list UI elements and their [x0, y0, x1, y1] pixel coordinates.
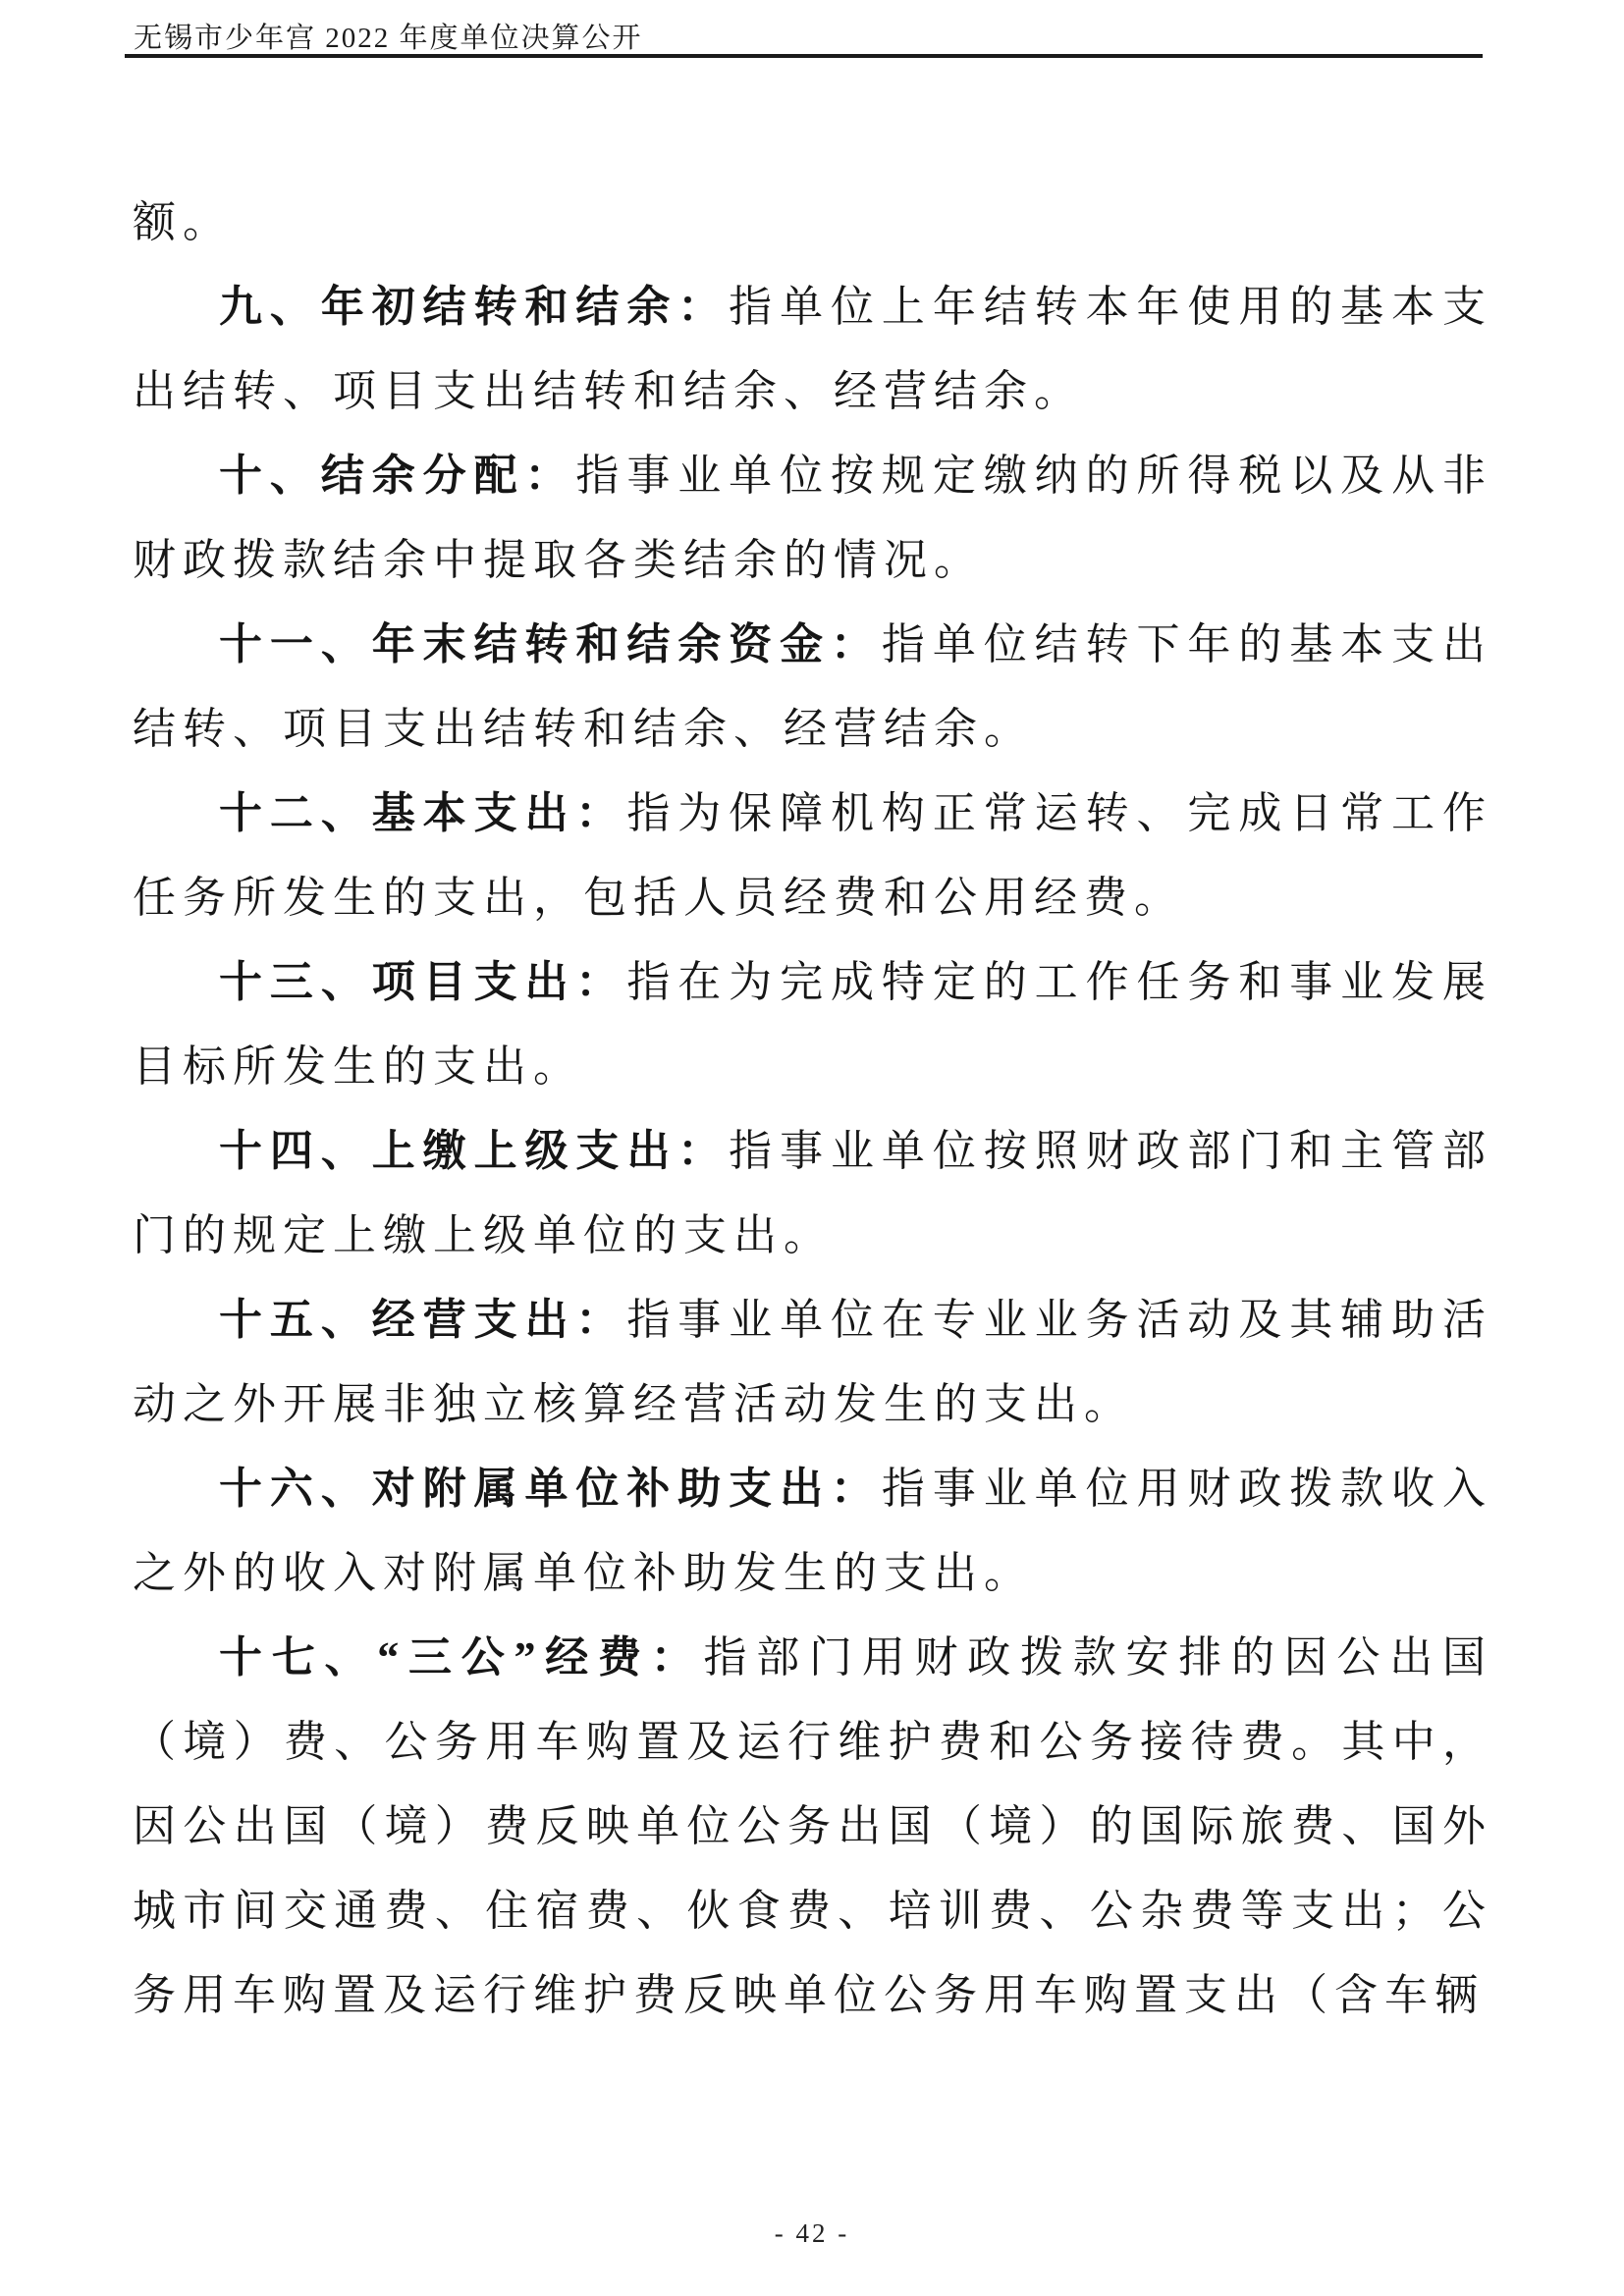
definition-text: 指在为完成特定的工作任务和事业发展目标所发生的支出。 — [133, 958, 1493, 1091]
paragraph-item-16 — [133, 1447, 1492, 1616]
term-label: 十、结余分配： — [219, 452, 576, 500]
term-label: 十七、“三公”经费： — [219, 1633, 704, 1682]
paragraph-item-9 — [133, 265, 1492, 434]
definition-text: 指部门用财政拨款安排的因公出国（境）费、公务用车购置及运行维护费和公务接待费。其中，因公出国（境）费反映单位公务出国（境）的国际旅费、国外城市间交通费、住宿费、伙食费、培训费、公杂费等支出；公务用车购置及运行维护费反映单位公务用车购置支出（含车辆 — [133, 1633, 1492, 2019]
term-label: 十二、基本支出： — [219, 789, 627, 837]
paragraph-item-15 — [133, 1278, 1492, 1447]
term-label: 九、年初结转和结余： — [219, 283, 730, 331]
paragraph-item-12 — [133, 772, 1492, 940]
header-rule — [125, 54, 1483, 58]
paragraph-item-14 — [133, 1109, 1492, 1278]
term-label: 十六、对附属单位补助支出： — [219, 1465, 882, 1513]
definition-text: 额。 — [133, 198, 233, 246]
term-label: 十三、项目支出： — [219, 958, 627, 1006]
paragraph-item-17 — [133, 1616, 1492, 2038]
paragraph-continuation — [133, 181, 1492, 265]
paragraph-item-13 — [133, 940, 1492, 1109]
document-body — [133, 181, 1492, 2038]
definition-text: 指事业单位用财政拨款收入之外的收入对附属单位补助发生的支出。 — [133, 1465, 1493, 1597]
paragraph-item-11 — [133, 603, 1492, 772]
definition-text: 指单位结转下年的基本支出结转、项目支出结转和结余、经营结余。 — [133, 620, 1493, 753]
term-label: 十四、上缴上级支出： — [219, 1127, 730, 1175]
term-label: 十一、年末结转和结余资金： — [219, 620, 882, 668]
term-label: 十五、经营支出： — [219, 1296, 627, 1344]
paragraph-item-10 — [133, 434, 1492, 603]
definition-text: 指为保障机构正常运转、完成日常工作任务所发生的支出，包括人员经费和公用经费。 — [133, 789, 1493, 922]
document-header-title: 无锡市少年宫 2022 年度单位决算公开 — [134, 23, 643, 54]
definition-text: 指事业单位按规定缴纳的所得税以及从非财政拨款结余中提取各类结余的情况。 — [133, 452, 1493, 584]
page-footer — [0, 2218, 1624, 2249]
definition-text: 指单位上年结转本年使用的基本支出结转、项目支出结转和结余、经营结余。 — [133, 283, 1493, 415]
definition-text: 指事业单位在专业业务活动及其辅助活动之外开展非独立核算经营活动发生的支出。 — [133, 1296, 1493, 1428]
page-number: - 42 - — [774, 2218, 850, 2248]
definition-text: 指事业单位按照财政部门和主管部门的规定上缴上级单位的支出。 — [133, 1127, 1493, 1259]
